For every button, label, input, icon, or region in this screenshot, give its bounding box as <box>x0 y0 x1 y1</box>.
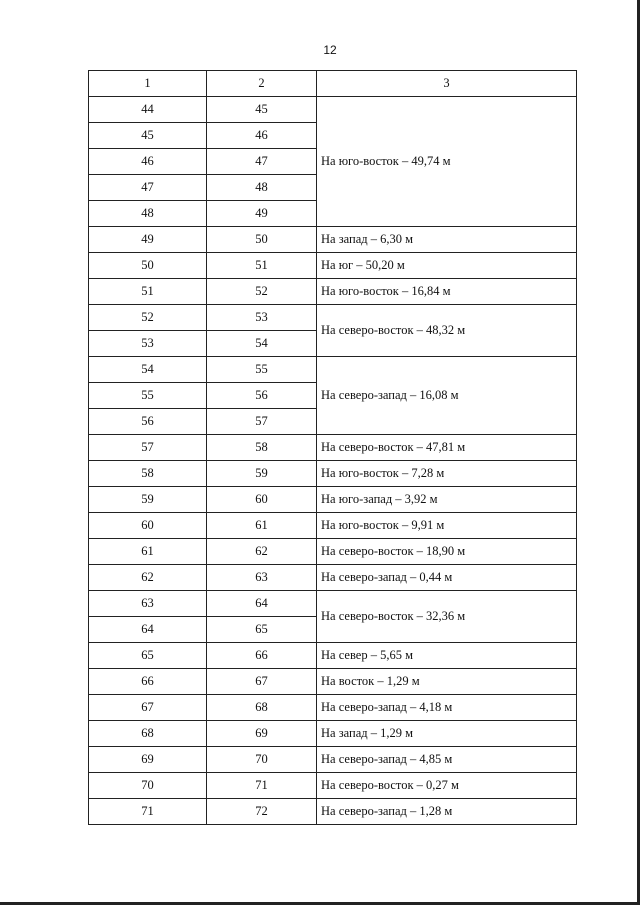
direction-cell: На северо-запад – 4,85 м <box>317 747 577 773</box>
point-to-cell: 58 <box>207 435 317 461</box>
point-from-cell: 52 <box>89 305 207 331</box>
boundary-table <box>88 70 577 825</box>
point-from-cell: 56 <box>89 409 207 435</box>
point-to-cell: 54 <box>207 331 317 357</box>
point-to-cell: 49 <box>207 201 317 227</box>
point-from-cell: 54 <box>89 357 207 383</box>
point-from-cell: 47 <box>89 175 207 201</box>
header-cell-3: 3 <box>317 71 577 97</box>
table-row <box>89 643 577 669</box>
point-to-cell: 46 <box>207 123 317 149</box>
table-body <box>89 97 577 825</box>
point-to-cell: 50 <box>207 227 317 253</box>
direction-cell: На юго-восток – 7,28 м <box>317 461 577 487</box>
table-row <box>89 435 577 461</box>
point-from-cell: 66 <box>89 669 207 695</box>
table-row <box>89 227 577 253</box>
point-from-cell: 49 <box>89 227 207 253</box>
table-row <box>89 487 577 513</box>
point-to-cell: 64 <box>207 591 317 617</box>
table-row <box>89 773 577 799</box>
point-from-cell: 70 <box>89 773 207 799</box>
direction-cell: На северо-запад – 4,18 м <box>317 695 577 721</box>
point-from-cell: 44 <box>89 97 207 123</box>
table-header-row <box>89 71 577 97</box>
point-to-cell: 52 <box>207 279 317 305</box>
table-row <box>89 565 577 591</box>
direction-cell: На юго-восток – 9,91 м <box>317 513 577 539</box>
point-to-cell: 59 <box>207 461 317 487</box>
direction-cell: На северо-восток – 18,90 м <box>317 539 577 565</box>
point-from-cell: 62 <box>89 565 207 591</box>
direction-cell: На северо-запад – 1,28 м <box>317 799 577 825</box>
point-to-cell: 72 <box>207 799 317 825</box>
direction-cell: На северо-запад – 0,44 м <box>317 565 577 591</box>
point-from-cell: 69 <box>89 747 207 773</box>
point-from-cell: 59 <box>89 487 207 513</box>
point-to-cell: 62 <box>207 539 317 565</box>
table-row <box>89 357 577 383</box>
header-cell-2: 2 <box>207 71 317 97</box>
point-to-cell: 57 <box>207 409 317 435</box>
point-from-cell: 68 <box>89 721 207 747</box>
point-from-cell: 61 <box>89 539 207 565</box>
direction-cell: На северо-восток – 48,32 м <box>317 305 577 357</box>
page-number: 12 <box>323 43 337 57</box>
point-from-cell: 65 <box>89 643 207 669</box>
point-from-cell: 71 <box>89 799 207 825</box>
point-from-cell: 48 <box>89 201 207 227</box>
table-row <box>89 279 577 305</box>
point-from-cell: 51 <box>89 279 207 305</box>
point-to-cell: 67 <box>207 669 317 695</box>
direction-cell: На северо-восток – 32,36 м <box>317 591 577 643</box>
direction-cell: На юго-запад – 3,92 м <box>317 487 577 513</box>
header-cell-1: 1 <box>89 71 207 97</box>
point-from-cell: 58 <box>89 461 207 487</box>
point-to-cell: 68 <box>207 695 317 721</box>
table-row <box>89 591 577 617</box>
point-from-cell: 45 <box>89 123 207 149</box>
point-from-cell: 50 <box>89 253 207 279</box>
direction-cell: На северо-восток – 0,27 м <box>317 773 577 799</box>
point-to-cell: 70 <box>207 747 317 773</box>
table-row <box>89 253 577 279</box>
point-from-cell: 53 <box>89 331 207 357</box>
point-to-cell: 45 <box>207 97 317 123</box>
direction-cell: На юг – 50,20 м <box>317 253 577 279</box>
table-row <box>89 799 577 825</box>
point-to-cell: 66 <box>207 643 317 669</box>
table-row <box>89 461 577 487</box>
point-to-cell: 47 <box>207 149 317 175</box>
point-to-cell: 61 <box>207 513 317 539</box>
point-from-cell: 46 <box>89 149 207 175</box>
point-from-cell: 63 <box>89 591 207 617</box>
table-row <box>89 669 577 695</box>
point-to-cell: 51 <box>207 253 317 279</box>
table-row <box>89 695 577 721</box>
table-row <box>89 539 577 565</box>
point-to-cell: 69 <box>207 721 317 747</box>
point-from-cell: 64 <box>89 617 207 643</box>
point-to-cell: 53 <box>207 305 317 331</box>
point-from-cell: 57 <box>89 435 207 461</box>
direction-cell: На северо-запад – 16,08 м <box>317 357 577 435</box>
point-to-cell: 60 <box>207 487 317 513</box>
table-row <box>89 721 577 747</box>
table-row <box>89 305 577 331</box>
direction-cell: На восток – 1,29 м <box>317 669 577 695</box>
point-from-cell: 60 <box>89 513 207 539</box>
direction-cell: На северо-восток – 47,81 м <box>317 435 577 461</box>
point-to-cell: 55 <box>207 357 317 383</box>
point-to-cell: 65 <box>207 617 317 643</box>
table-row <box>89 513 577 539</box>
table-row <box>89 747 577 773</box>
direction-cell: На юго-восток – 49,74 м <box>317 97 577 227</box>
point-from-cell: 67 <box>89 695 207 721</box>
direction-cell: На запад – 6,30 м <box>317 227 577 253</box>
point-to-cell: 56 <box>207 383 317 409</box>
direction-cell: На запад – 1,29 м <box>317 721 577 747</box>
point-to-cell: 71 <box>207 773 317 799</box>
point-from-cell: 55 <box>89 383 207 409</box>
point-to-cell: 63 <box>207 565 317 591</box>
direction-cell: На юго-восток – 16,84 м <box>317 279 577 305</box>
point-to-cell: 48 <box>207 175 317 201</box>
direction-cell: На север – 5,65 м <box>317 643 577 669</box>
table-row <box>89 97 577 123</box>
